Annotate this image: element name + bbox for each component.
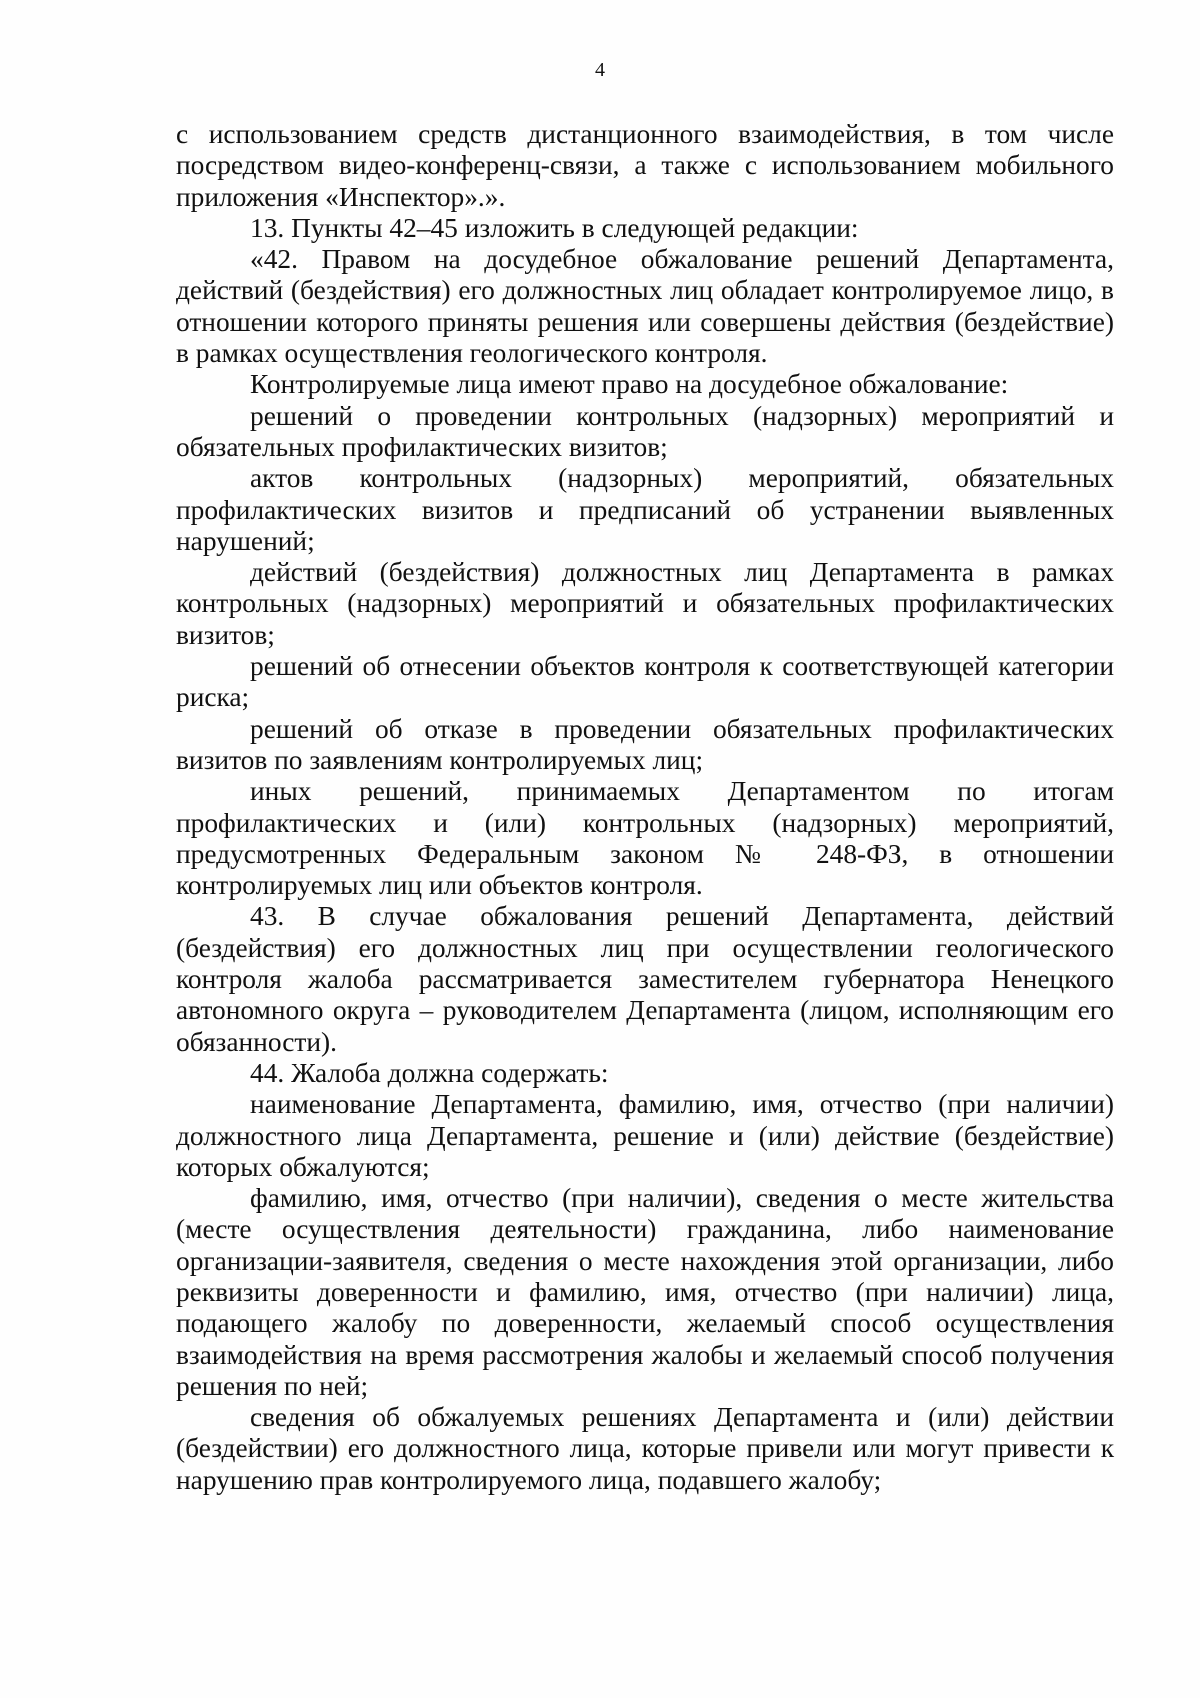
document-body xyxy=(176,119,1114,1496)
paragraph-appeal-rights: Контролируемые лица имеют право на досудебное обжалование: xyxy=(250,369,1009,400)
paragraph-list-item: решений о проведении контрольных (надзорных) мероприятий и обязательных профилактических визитов; xyxy=(176,400,1114,462)
paragraph-list-item: иных решений, принимаемых Департаментом по итогам профилактических и (или) контрольных (надзорных) мероприятий, предусмотренных Федеральным законом № 248-ФЗ, в отношении контролируемых лиц или объектов контроля. xyxy=(176,776,1114,901)
page-number: 4 xyxy=(595,59,605,81)
paragraph-list-item: наименование Департамента, фамилию, имя, отчество (при наличии) должностного лица Департамента, решение и (или) действие (бездействие) которых обжалуются; xyxy=(176,1089,1114,1182)
paragraph-list-item: актов контрольных (надзорных) мероприятий, обязательных профилактических визитов и предписаний об устранении выявленных нарушений; xyxy=(176,463,1114,556)
paragraph-list-item: решений об отнесении объектов контроля к соответствующей категории риска; xyxy=(176,651,1114,713)
paragraph-item-13: 13. Пункты 42–45 изложить в следующей редакции: xyxy=(250,212,859,243)
paragraph-list-item: сведения об обжалуемых решениях Департамента и (или) действии (бездействии) его должностного лица, которые привели или могут привести к нарушению прав контролируемого лица, подавшего жалобу; xyxy=(176,1402,1114,1495)
paragraph-item-42: «42. Правом на досудебное обжалование решений Департамента, действий (бездействия) его должностных лиц обладает контролируемое лицо, в отношении которого приняты решения или совершены действия (бездействие) в рамках осуществления геологического контроля. xyxy=(176,244,1114,369)
paragraph-list-item: решений об отказе в проведении обязательных профилактических визитов по заявлениям контролируемых лиц; xyxy=(176,713,1114,775)
paragraph-list-item: действий (бездействия) должностных лиц Департамента в рамках контрольных (надзорных) мероприятий и обязательных профилактических визитов; xyxy=(176,557,1114,650)
paragraph-item-44: 44. Жалоба должна содержать: xyxy=(250,1057,609,1088)
paragraph-item-43: 43. В случае обжалования решений Департамента, действий (бездействия) его должностных лиц при осуществлении геологического контроля жалоба рассматривается заместителем губернатора Ненецкого автономного округа – руководителем Департамента (лицом, исполняющим его обязанности). xyxy=(176,901,1114,1057)
paragraph-continuation: с использованием средств дистанционного взаимодействия, в том числе посредством видео-конференц-связи, а также с использованием мобильного приложения «Инспектор».». xyxy=(176,119,1114,212)
paragraph-list-item: фамилию, имя, отчество (при наличии), сведения о месте жительства (месте осуществления деятельности) гражданина, либо наименование организации-заявителя, сведения о месте нахождения этой организации, либо реквизиты доверенности и фамилию, имя, отчество (при наличии) лица, подающего жалобу по доверенности, желаемый способ осуществления взаимодействия на время рассмотрения жалобы и желаемый способ получения решения по ней; xyxy=(176,1183,1114,1401)
